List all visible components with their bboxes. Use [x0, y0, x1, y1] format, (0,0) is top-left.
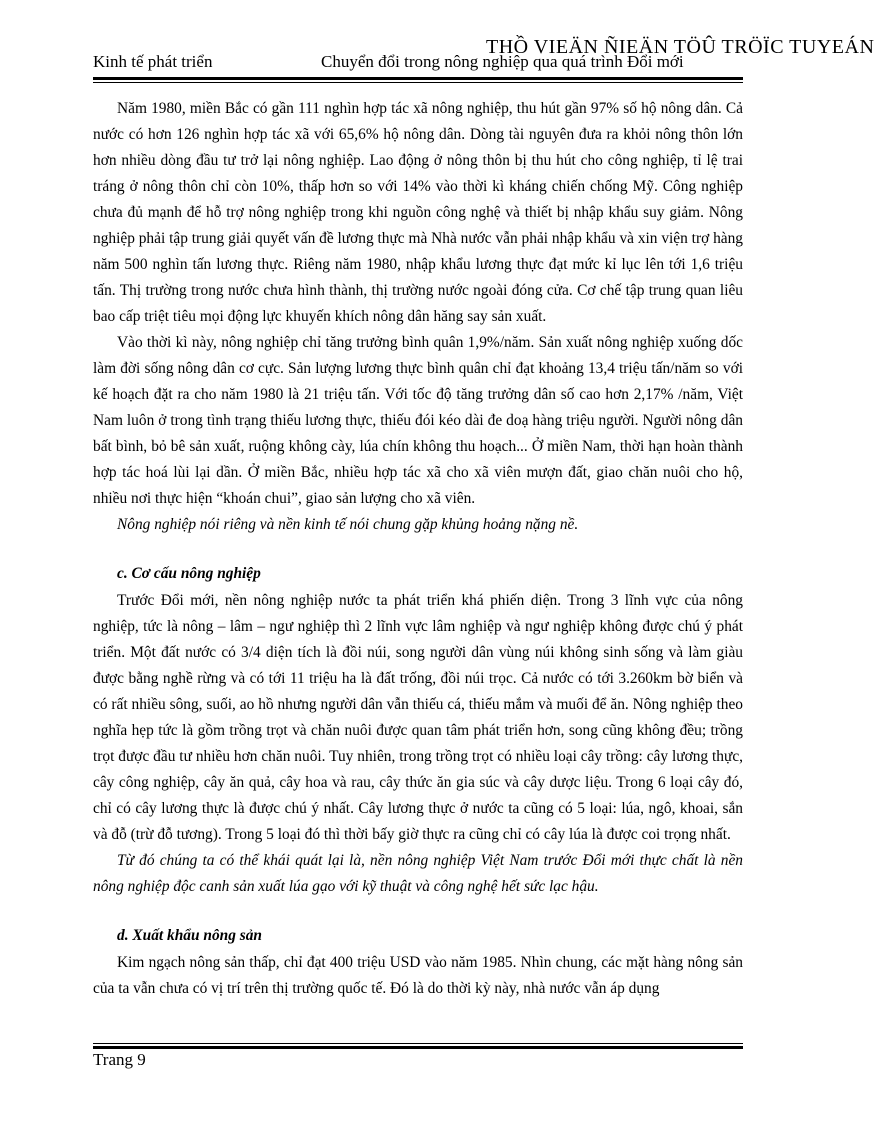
- header-divider: [93, 77, 743, 83]
- paragraph-italic: Nông nghiệp nói riêng và nền kinh tế nói chung gặp khủng hoảng nặng nề.: [117, 516, 579, 533]
- section-heading-d: d. Xuất khẩu nông sản: [117, 927, 262, 944]
- footer-divider: [93, 1043, 743, 1049]
- header-subject: Kinh tế phát triển: [93, 52, 213, 71]
- section-heading-c: c. Cơ cấu nông nghiệp: [117, 565, 261, 582]
- page-header: [93, 52, 743, 77]
- header-title: Chuyển đổi trong nông nghiệp qua quá trình Đổi mới: [321, 52, 684, 71]
- paragraph: Trước Đổi mới, nền nông nghiệp nước ta phát triển khá phiến diện. Trong 3 lĩnh vực của nông nghiệp, tức là nông – lâm – ngư nghiệp thì 2 lĩnh vực lâm nghiệp và ngư nghiệp không được chú ý phát triển. Một đất nước có 3/4 diện tích là đồi núi, song người dân vùng núi không sinh sống và làm giàu được bằng nghề rừng và có tới 11 triệu ha là đất trống, đồi núi trọc. Cả nước có tới 3.260km bờ biển và có rất nhiều sông, suối, ao hồ nhưng người dân vẫn thiếu cá, thiếu mắm và muối để ăn. Nông nghiệp theo nghĩa hẹp tức là gồm trồng trọt và chăn nuôi được quan tâm phát triển hơn, song cũng không đều; trồng trọt được đầu tư nhiều hơn chăn nuôi. Tuy nhiên, trong trồng trọt có nhiều loại cây trồng: cây lương thực, cây công nghiệp, cây ăn quả, cây hoa và rau, cây thức ăn gia súc và cây dược liệu. Trong 6 loại cây đó, chỉ có cây lương thực là được chú ý nhất. Cây lương thực ở nước ta cũng có 5 loại: lúa, ngô, khoai, sắn và đỗ (trừ đỗ tương). Trong 5 loại đó thì thời bấy giờ thực ra cũng chỉ có cây lúa là được coi trọng nhất.: [93, 592, 743, 843]
- watermark-text: THỒ VIEÄN ÑIEÄN TÖÛ TRÖÏC TUYEÁN: [486, 36, 874, 58]
- paragraph: Kim ngạch nông sản thấp, chỉ đạt 400 triệu USD vào năm 1985. Nhìn chung, các mặt hàng nông sản của ta vẫn chưa có vị trí trên thị trường quốc tế. Đó là do thời kỳ này, nhà nước vẫn áp dụng: [93, 954, 743, 997]
- page-number: Trang 9: [93, 1050, 146, 1069]
- paragraph: Vào thời kì này, nông nghiệp chỉ tăng trưởng bình quân 1,9%/năm. Sản xuất nông nghiệp xuống dốc làm đời sống nông dân cơ cực. Sản lượng lương thực bình quân chỉ đạt khoảng 13,4 triệu tấn/năm so với kế hoạch đặt ra cho năm 1980 là 21 triệu tấn. Với tốc độ tăng trưởng dân số cao hơn 2,17% /năm, Việt Nam luôn ở trong tình trạng thiếu lương thực, thiếu đói kéo dài đe doạ hàng triệu người. Người nông dân bất bình, bỏ bê sản xuất, ruộng không cày, lúa chín không thu hoạch... Ở miền Nam, thời hạn hoàn thành hợp tác hoá lùi lại dần. Ở miền Bắc, nhiều hợp tác xã cho xã viên mượn đất, giao chăn nuôi cho hộ, nhiều nơi thực hiện “khoán chui”, giao sản lượng cho xã viên.: [93, 334, 743, 507]
- paragraph: Năm 1980, miền Bắc có gần 111 nghìn hợp tác xã nông nghiệp, thu hút gần 97% số hộ nông dân. Cả nước có hơn 126 nghìn hợp tác xã với 65,6% hộ nông dân. Dòng tài nguyên đưa ra khỏi nông thôn lớn hơn nhiều dòng đầu tư trở lại nông nghiệp. Lao động ở nông thôn bị thu hút cho công nghiệp, tỉ lệ trai tráng ở nông thôn chỉ còn 10%, thấp hơn so với 14% vào thời kì kháng chiến chống Mỹ. Công nghiệp chưa đủ mạnh để hỗ trợ nông nghiệp trong khi nguồn công nghệ và thiết bị nhập khẩu suy giảm. Nông nghiệp phải tập trung giải quyết vấn đề lương thực mà Nhà nước vẫn phải nhập khẩu và xin viện trợ hàng năm 500 nghìn tấn lương thực. Riêng năm 1980, nhập khẩu lương thực đạt mức kỉ lục lên tới 1,6 triệu tấn. Thị trường trong nước chưa hình thành, thị trường nước ngoài đóng cửa. Cơ chế tập trung quan liêu bao cấp triệt tiêu mọi động lực khuyến khích nông dân hăng say sản xuất.: [93, 100, 743, 325]
- paragraph-italic: Từ đó chúng ta có thể khái quát lại là, nền nông nghiệp Việt Nam trước Đổi mới thực chất là nền nông nghiệp độc canh sản xuất lúa gạo với kỹ thuật và công nghệ hết sức lạc hậu.: [93, 852, 743, 895]
- document-body: [93, 96, 743, 1002]
